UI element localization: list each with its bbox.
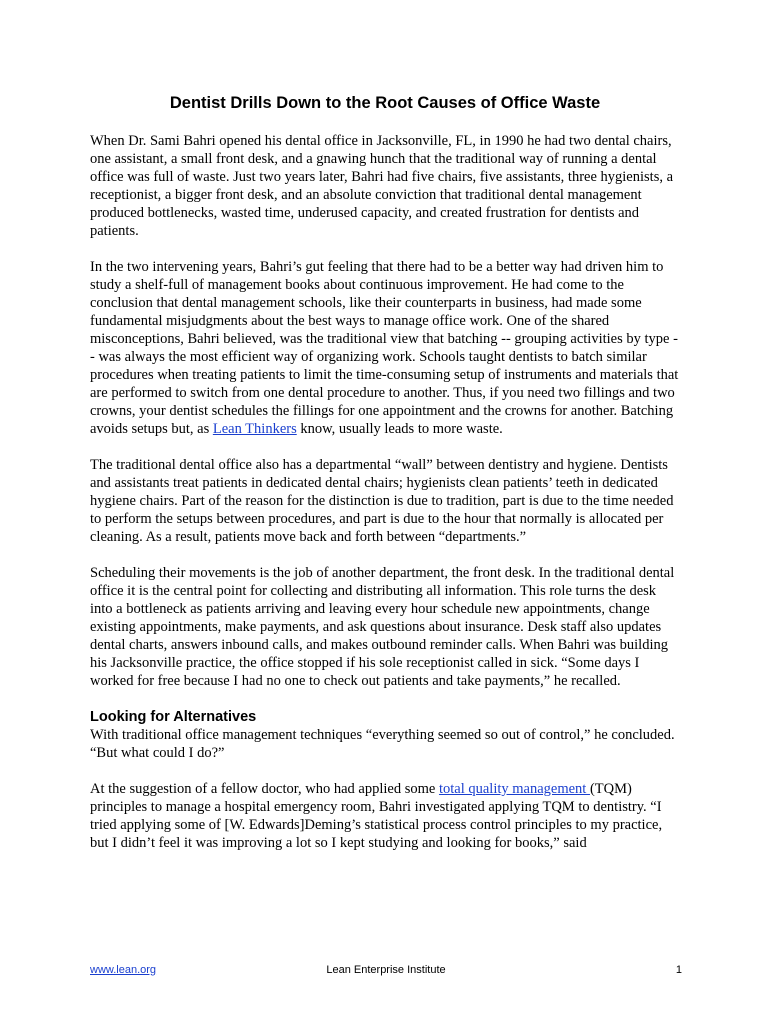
paragraph-6-text-after: (TQM) principles to manage a hospital emergency room, Bahri investigated applying TQM to dentistry. “I tried applying some of [W. Edwards]Deming’s statistical process control principles to my practice, but I didn’t feel it was improving a lot so I kept studying and looking for books,” said [90, 781, 663, 851]
paragraph-5: With traditional office management techniques “everything seemed so out of control,” he concluded. “But what could I do?” [90, 727, 675, 761]
paragraph-2-text-after: know, usually leads to more waste. [296, 421, 503, 437]
footer-organization: Lean Enterprise Institute [326, 964, 446, 976]
paragraph-6-text-before: At the suggestion of a fellow doctor, who had applied some [90, 781, 439, 797]
paragraph-4: Scheduling their movements is the job of another department, the front desk. In the traditional dental office it is the central point for collecting and distributing all information. This role turns the desk into a bottleneck as patients arriving and leaving every hour schedule new appointments, change existing appointments, make payments, and ask questions about insurance. Desk staff also updates dental charts, answers inbound calls, and makes outbound reminder calls. When Bahri was building his Jacksonville practice, the office stopped if his sole receptionist called in sick. “Some days I worked for free because I had no one to check out patients and take payments,” he recalled. [90, 565, 675, 689]
footer-website-link[interactable]: www.lean.org [90, 964, 157, 976]
paragraph-6 [90, 780, 682, 852]
document-body [90, 132, 682, 870]
section-heading: Looking for Alternatives [90, 709, 257, 725]
page-footer [90, 964, 682, 980]
paragraph-1: When Dr. Sami Bahri opened his dental office in Jacksonville, FL, in 1990 he had two dental chairs, one assistant, a small front desk, and a gnawing hunch that the traditional way of running a dental office was full of waste. Just two years later, Bahri had five chairs, five assistants, three hygienists, a receptionist, a bigger front desk, and an absolute conviction that traditional dental management produced bottlenecks, wasted time, underused capacity, and created frustration for dentists and patients. [90, 133, 674, 239]
paragraph-3: The traditional dental office also has a departmental “wall” between dentistry and hygiene. Dentists and assistants treat patients in dedicated dental chairs; hygienists clean patients’ teeth in dedicated hygiene chairs. Part of the reason for the distinction is due to tradition, part is due to the time needed to perform the setups between procedures, and part is due to the hour that normally is allocated per cleaning. As a result, patients move back and forth between “departments.” [90, 457, 674, 545]
paragraph-2 [90, 258, 682, 438]
lean-thinkers-link[interactable]: Lean Thinkers [212, 421, 297, 437]
paragraph-2-text-before: In the two intervening years, Bahri’s gut feeling that there had to be a better way had driven him to study a shelf-full of management books about continuous improvement. He had come to the conclusion that dental management schools, like their counterparts in business, had made some fundamental misjudgments about the best ways to manage office work. One of the shared misconceptions, Bahri believed, was the traditional view that batching -- grouping activities by type -- was always the most efficient way of organizing work. Schools taught dentists to batch similar procedures when treating patients to limit the time-consuming setup of instruments and materials that are performed to switch from one dental procedure to another. Thus, if you need two fillings and two crowns, your dentist schedules the fillings for one appointment and the crowns for another. Batching avoids setups but, as [90, 259, 679, 437]
footer-page-number: 1 [675, 964, 682, 976]
total-quality-management-link[interactable]: total quality management [438, 781, 590, 797]
document-title: Dentist Drills Down to the Root Causes of Office Waste [169, 94, 601, 112]
